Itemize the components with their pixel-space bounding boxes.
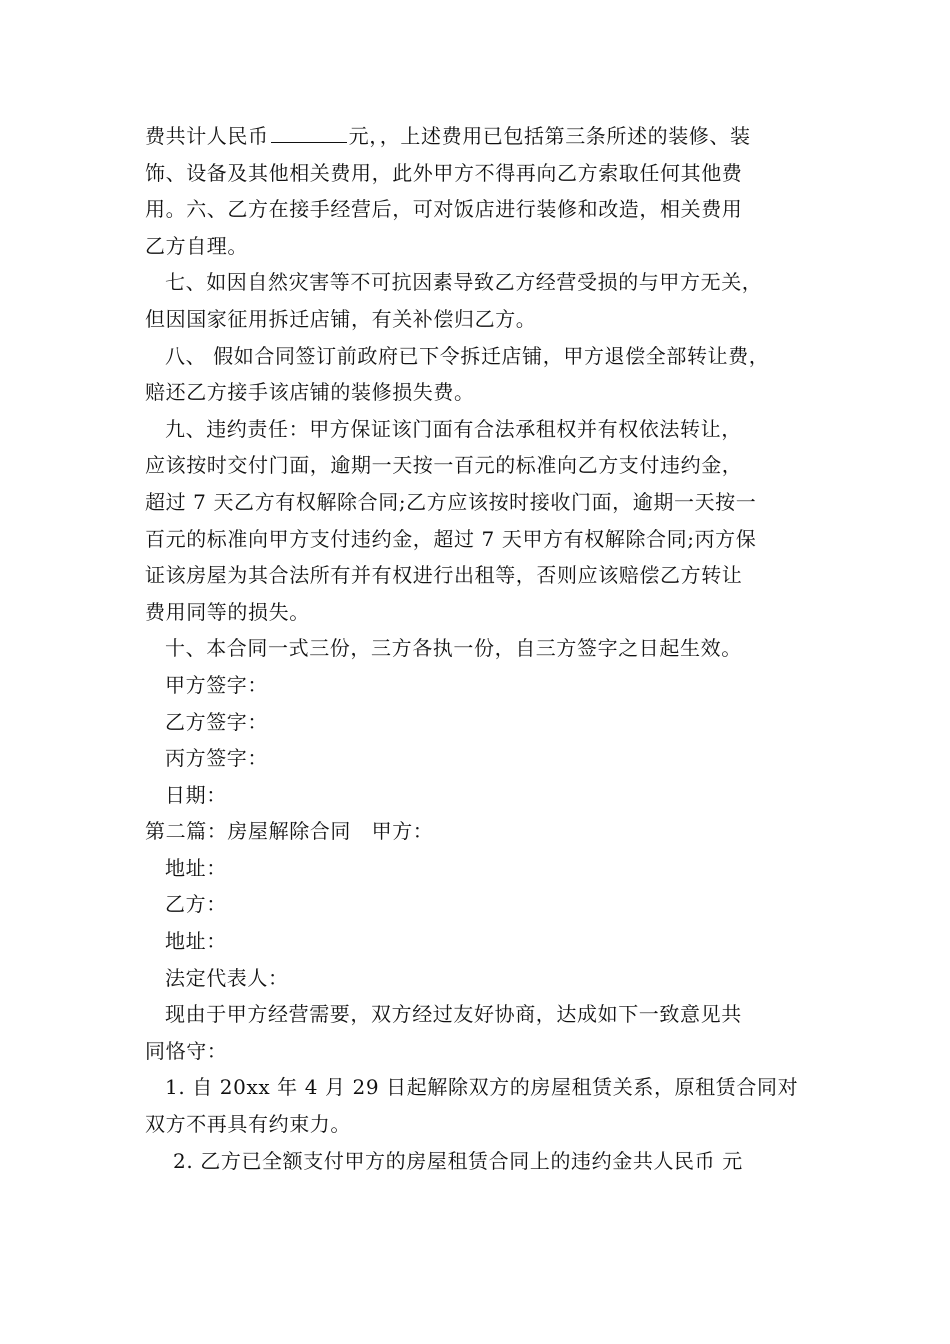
numbered-clause-1: 1. 自 20xx 年 4 月 29 日起解除双方的房屋租赁关系，原租赁合同对 [165,1075,799,1100]
paragraph-line: 但因国家征用拆迁店铺，有关补偿归乙方。 [145,306,537,331]
paragraph-line: 应该按时交付门面，逾期一天按一百元的标准向乙方支付违约金， [145,453,743,478]
paragraph-line: 双方不再具有约束力。 [145,1112,351,1137]
paragraph-line: 八、 假如合同签订前政府已下令拆迁店铺，甲方退偿全部转让费， [165,343,770,368]
address-line: 地址： [165,929,227,954]
paragraph-line: 赔还乙方接手该店铺的装修损失费。 [145,380,475,405]
paragraph-line: 用。六、乙方在接手经营后，可对饭店进行装修和改造，相关费用 [145,197,743,222]
paragraph-line: 同恪守： [145,1038,228,1063]
paragraph-line: 乙方自理。 [145,233,248,258]
paragraph-line: 饰、设备及其他相关费用，此外甲方不得再向乙方索取任何其他费 [145,160,743,185]
fill-in-blank [271,126,347,143]
paragraph-line: 百元的标准向甲方支付违约金，超过 7 天甲方有权解除合同;丙方保 [145,526,757,551]
party-b-line: 乙方： [165,892,227,917]
paragraph-line: 九、违约责任：甲方保证该门面有合法承租权并有权依法转让， [165,416,742,441]
text-segment: 元，，上述费用已包括第三条所述的装修、装 [348,124,751,148]
section-heading: 第二篇：房屋解除合同 甲方： [145,819,434,844]
signature-line-party-c: 丙方签字： [165,746,268,771]
signature-line-party-a: 甲方签字： [165,672,268,697]
numbered-clause-2: 2. 乙方已全额支付甲方的房屋租赁合同上的违约金共人民币 元 [173,1148,743,1173]
address-line: 地址： [165,855,227,880]
paragraph-line: 十、本合同一式三份，三方各执一份，自三方签字之日起生效。 [165,636,742,661]
text-segment: 费共计人民币 [145,124,269,148]
signature-line-party-b: 乙方签字： [165,709,268,734]
paragraph-line: 超过 7 天乙方有权解除合同;乙方应该按时接收门面，逾期一天按一 [145,489,757,514]
paragraph-line: 七、如因自然灾害等不可抗因素导致乙方经营受损的与甲方无关， [165,270,763,295]
legal-representative-line: 法定代表人： [165,965,289,990]
paragraph-line [145,118,835,155]
date-line: 日期： [165,782,227,807]
document-body [145,118,835,1179]
paragraph-line: 现由于甲方经营需要，双方经过友好协商，达成如下一致意见共 [165,1002,742,1027]
paragraph-line: 证该房屋为其合法所有并有权进行出租等，否则应该赔偿乙方转让 [145,563,743,588]
paragraph-line: 费用同等的损失。 [145,599,310,624]
